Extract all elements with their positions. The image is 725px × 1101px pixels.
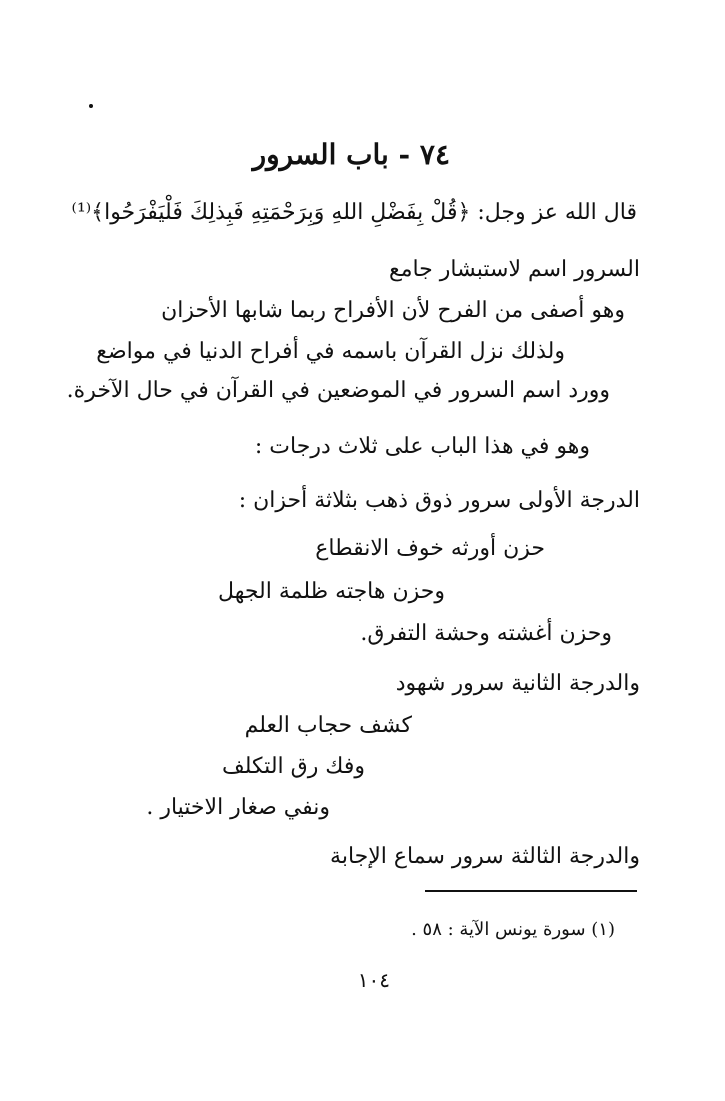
text-line-6: الدرجة الأولى سرور ذوق ذهب بثلاثة أحزان : — [238, 488, 640, 513]
text-line-14: والدرجة الثالثة سرور سماع الإجابة — [330, 844, 640, 869]
text-line-12: وفك رق التكلف — [221, 754, 365, 779]
page-number: ١٠٤ — [357, 968, 390, 992]
text-line-13: ونفي صغار الاختيار . — [146, 795, 330, 820]
stray-mark — [89, 104, 93, 108]
footnote-divider — [425, 890, 637, 892]
text-line-4: وورد اسم السرور في الموضعين في القرآن في حال الآخرة. — [66, 378, 610, 403]
verse-line: قال الله عز وجل: ﴿قُلْ بِفَضْلِ اللهِ وَبِرَحْمَتِهِ فَبِذلِكَ فَلْيَفْرَحُوا﴾⁽¹⁾ — [71, 200, 637, 225]
text-line-1: السرور اسم لاستبشار جامع — [388, 257, 640, 282]
text-line-11: كشف حجاب العلم — [244, 713, 412, 738]
chapter-title: ٧٤ - باب السرور — [252, 138, 450, 171]
text-line-9: وحزن أغشته وحشة التفرق. — [360, 621, 612, 646]
text-line-8: وحزن هاجته ظلمة الجهل — [218, 579, 445, 604]
text-line-10: والدرجة الثانية سرور شهود — [395, 671, 640, 696]
text-line-7: حزن أورثه خوف الانقطاع — [315, 536, 545, 561]
text-line-3: ولذلك نزل القرآن باسمه في أفراح الدنيا في مواضع — [96, 339, 565, 364]
footnote: (١) سورة يونس الآية : ٥٨ . — [411, 919, 615, 940]
text-line-5: وهو في هذا الباب على ثلاث درجات : — [254, 434, 590, 459]
text-line-2: وهو أصفى من الفرح لأن الأفراح ربما شابها الأحزان — [161, 298, 625, 323]
